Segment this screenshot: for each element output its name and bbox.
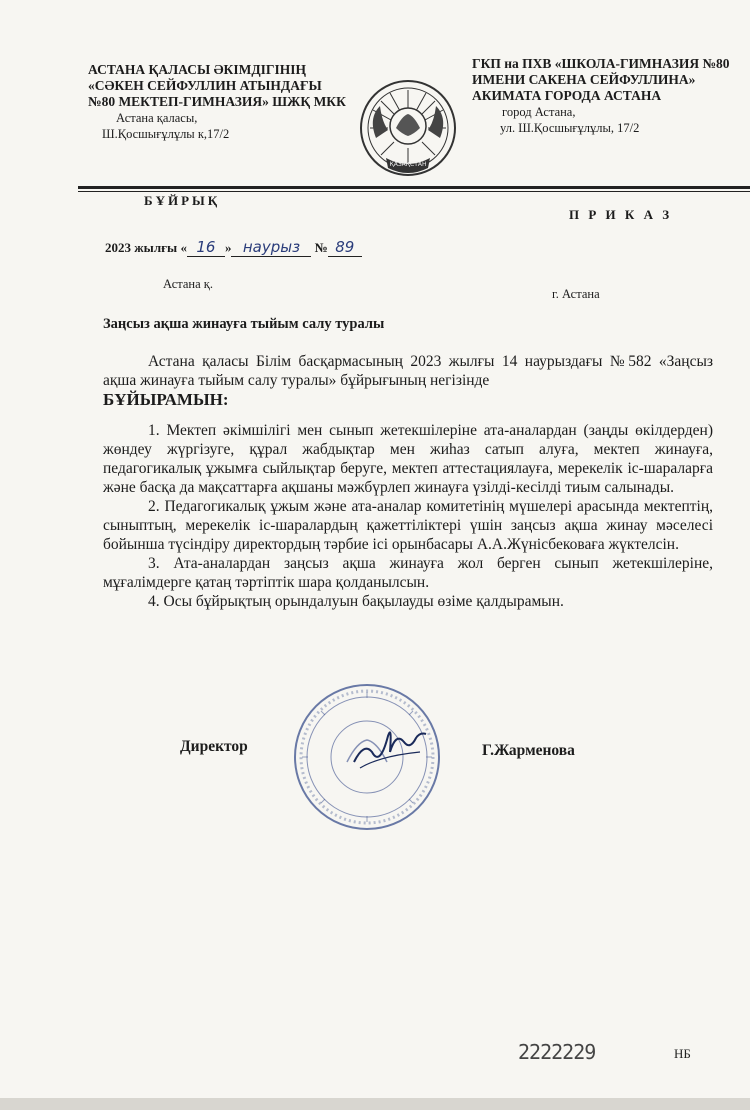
signatory-title: Директор [180,738,248,755]
header-left-address: Ш.Қосшығұлұлы к,17/2 [102,127,230,141]
spacer [103,409,713,421]
number-label: № [314,240,328,255]
order-word: БҰЙЫРАМЫН: [103,390,229,409]
doc-type-kazakh: БҰЙРЫҚ [144,193,221,208]
page-edge-shadow [0,1098,750,1110]
order-item: 4. Осы бұйрықтың орындалуын бақылауды өзіме қалдырамын. [148,593,564,610]
footer-registration-number: 2222229 [518,1040,596,1064]
date-year: 2023 жылғы [105,240,178,255]
emblem-text: ҚАЗАҚСТАН [389,161,427,168]
signatory-name: Г.Жарменова [482,742,575,759]
order-item: 3. Ата-аналардан заңсыз ақша жинауға жол берген сынып жетекшілеріне, мұғалімдерге қатаң тәртіптік шара қолданылсын. [103,555,713,591]
header-right-russian [472,56,742,136]
header-left-line3: №80 МЕКТЕП-ГИМНАЗИЯ» ШЖҚ МКК [88,94,346,109]
date-month: наурыз [231,238,311,257]
header-divider-thick [78,186,750,189]
date-day: 16 [187,238,225,257]
header-left-kazakh [88,62,368,142]
header-right-line1: ГКП на ПХВ «ШКОЛА-ГИМНАЗИЯ №80 [472,56,730,71]
doc-type-russian: П Р И К А З [569,207,673,222]
header-divider-thin [78,191,750,192]
order-body [103,352,713,611]
header-right-line3: АКИМАТА ГОРОДА АСТАНА [472,88,662,103]
header-right-line2: ИМЕНИ САКЕНА СЕЙФУЛЛИНА» [472,72,696,87]
date-line: 2023 жылғы « 16 » наурыз № 89 [105,238,362,257]
header-right-address: ул. Ш.Қосшығұлұлы, 17/2 [500,121,640,135]
order-item: 1. Мектеп әкімшілігі мен сынып жетекшілеріне ата-аналардан (заңды өкілдерден) жөндеу жүргізуге, құрал жабдықтар мен жиһаз сатып алуға, мектеп жинауға, педагогикалық ұжымға сыйлықтар беруге, мектеп аттестациялауға, мерекелік іс-шараларға және басқа да мақсаттарға ақшаны мәжбүрлеп жинауға үзілді-кесілді тиым салынады. [103,422,713,496]
state-emblem-icon [358,78,458,182]
director-signature [350,712,430,782]
place-russian: г. Астана [552,287,600,301]
intro-paragraph: Астана қаласы Білім басқармасының 2023 жылғы 14 наурыздағы №582 «Заңсыз ақша жинауға тыйым салу туралы» бұйрығының негізінде [103,353,713,389]
order-item: 2. Педагогикалық ұжым және ата-аналар комитетінің мүшелері арасында мектептің, сыныптың, мерекелік іс-шаралардың қажеттіліктері үшін заңсыз ақша жинау мәселесі бойынша түсіндіру директордың тәрбие ісі орынбасары А.А.Жүнісбековаға жүктелсін. [103,498,713,553]
header-right-city: город Астана, [502,105,576,119]
header-left-line2: «СӘКЕН СЕЙФУЛЛИН АТЫНДАҒЫ [88,78,322,93]
header-left-city: Астана қаласы, [116,111,198,125]
place-kazakh: Астана қ. [163,277,213,291]
header-left-line1: АСТАНА ҚАЛАСЫ ӘКІМДІГІНІҢ [88,62,306,77]
footer-code: НБ [674,1046,691,1061]
subject-title: Заңсыз ақша жинауға тыйым салу туралы [103,316,385,332]
order-number: 89 [328,238,362,257]
